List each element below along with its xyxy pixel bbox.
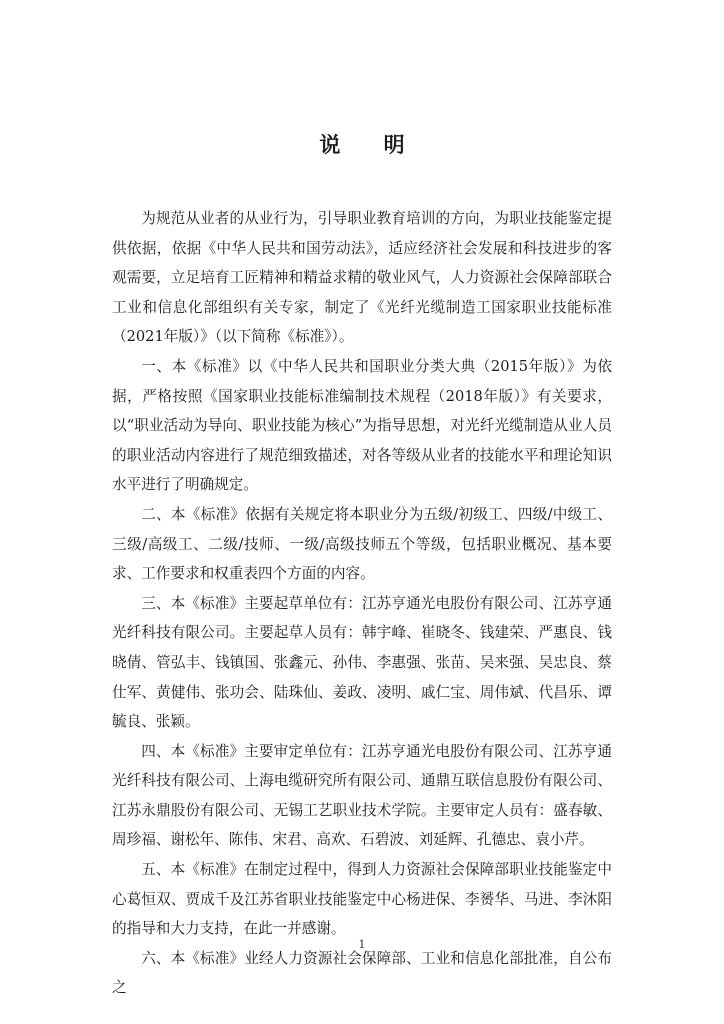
paragraph-3: 三、本《标准》主要起草单位有：江苏亨通光电股份有限公司、江苏亨通光纤科技有限公司。主要起草人员有：韩宇峰、崔晓冬、钱建荣、严惠良、钱晓倩、管弘丰、钱镇国、张鑫元、孙伟、李惠强、张苗、吴来强、吴忠良、蔡仕军、黄健伟、张功会、陆珠仙、姜政、凌明、戚仁宝、周伟斌、代昌乐、谭毓良、张颖。: [112, 594, 612, 731]
paragraph-1: 一、本《标准》以《中华人民共和国职业分类大典（2015年版）》为依据，严格按照《国家职业技能标准编制技术规程（2018年版）》有关要求，以“职业活动为导向、职业技能为核心”为指导思想，对光纤光缆制造从业人员的职业活动内容进行了规范细致描述，对各等级从业者的技能水平和理论知识水平进行了明确规定。: [112, 357, 612, 494]
paragraph-5: 五、本《标准》在制定过程中，得到人力资源社会保障部职业技能鉴定中心葛恒双、贾成千及江苏省职业技能鉴定中心杨进保、李赟华、马进、李沐阳的指导和大力支持，在此一并感谢。: [112, 861, 612, 938]
paragraph-intro: 为规范从业者的从业行为，引导职业教育培训的方向，为职业技能鉴定提供依据，依据《中华人民共和国劳动法》，适应经济社会发展和科技进步的客观需要，立足培育工匠精神和精益求精的敬业风气，人力资源社会保障部联合工业和信息化部组织有关专家，制定了《光纤光缆制造工国家职业技能标准（2021年版）》（以下简称《标准》）。: [112, 210, 612, 346]
document-body: [112, 204, 612, 1003]
paragraph-2: 二、本《标准》依据有关规定将本职业分为五级/初级工、四级/中级工、三级/高级工、二级/技师、一级/高级技师五个等级，包括职业概况、基本要求、工作要求和权重表四个方面的内容。: [112, 505, 612, 583]
paragraph-6: 六、本《标准》业经人力资源社会保障部、工业和信息化部批准，自公布之: [112, 949, 612, 997]
page-number: 1: [358, 938, 366, 951]
page-title: 说 明: [319, 133, 423, 157]
paragraph-4: 四、本《标准》主要审定单位有：江苏亨通光电股份有限公司、江苏亨通光纤科技有限公司、上海电缆研究所有限公司、通鼎互联信息股份有限公司、江苏永鼎股份有限公司、无锡工艺职业技术学院。主要审定人员有：盛春敏、周珍福、谢松年、陈伟、宋君、高欢、石碧波、刘延辉、孔德忠、袁小芹。: [112, 742, 612, 849]
